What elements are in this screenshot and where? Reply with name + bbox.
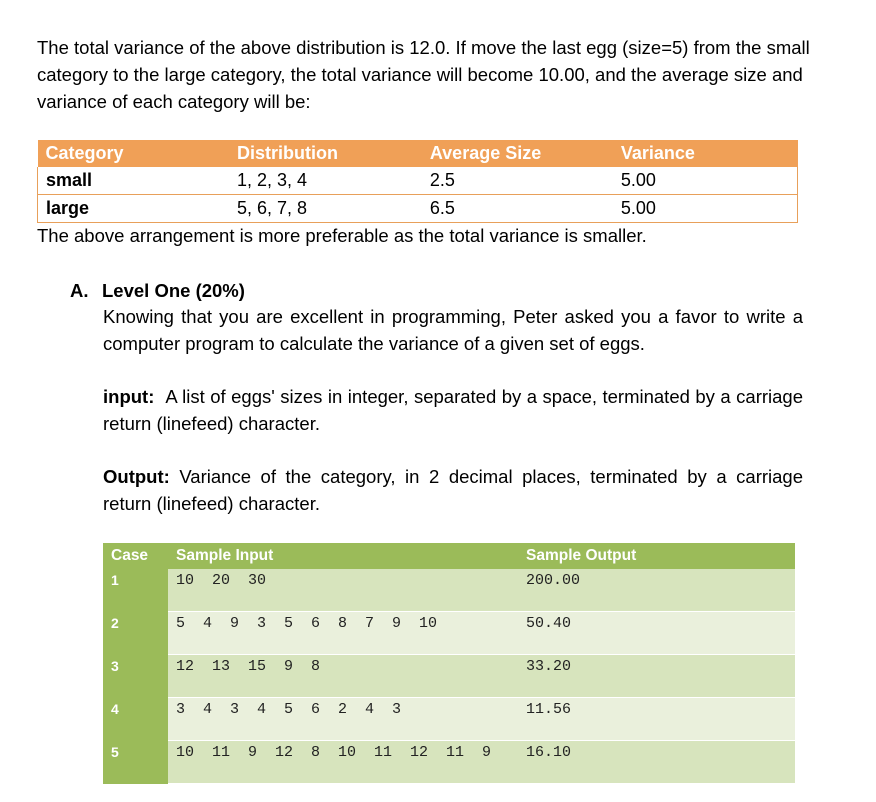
input-spec	[103, 383, 803, 437]
category-name: large	[46, 198, 90, 218]
case-number: 3	[103, 655, 168, 698]
table-row	[103, 612, 795, 655]
header-distribution: Distribution	[236, 143, 338, 163]
sample-output: 33.20	[518, 655, 795, 698]
level-title: Level One (20%)	[102, 280, 245, 301]
table-row	[38, 167, 798, 195]
input-label: input:	[103, 386, 155, 407]
sample-output: 200.00	[518, 569, 795, 612]
output-label: Output:	[103, 466, 170, 487]
case-number: 4	[103, 698, 168, 741]
header-sample-output: Sample Output	[518, 543, 795, 569]
sample-input: 3 4 3 4 5 6 2 4 3	[168, 698, 518, 741]
header-sample-input: Sample Input	[168, 543, 518, 569]
average-cell: 6.5	[429, 198, 455, 218]
sample-header-row	[103, 543, 795, 569]
header-average-size: Average Size	[429, 143, 542, 163]
distribution-cell: 5, 6, 7, 8	[236, 198, 308, 218]
category-name: small	[46, 170, 93, 190]
level-letter: A.	[70, 280, 89, 301]
output-spec	[103, 463, 803, 517]
table-row	[38, 195, 798, 223]
conclusion-note: The above arrangement is more preferable as the total variance is smaller.	[37, 225, 647, 246]
table-row	[103, 569, 795, 612]
average-cell: 2.5	[429, 170, 455, 190]
sample-input: 12 13 15 9 8	[168, 655, 518, 698]
header-category: Category	[45, 143, 124, 163]
sample-output: 16.10	[518, 741, 795, 784]
category-table	[37, 140, 798, 223]
output-text: Variance of the category, in 2 decimal places, terminated by a carriage return (linefeed) character.	[103, 466, 804, 514]
input-text: A list of eggs' sizes in integer, separated by a space, terminated by a carriage return (linefeed) character.	[103, 386, 803, 434]
sample-table	[103, 543, 795, 784]
variance-cell: 5.00	[620, 170, 656, 190]
table-row	[103, 698, 795, 741]
level-description: Knowing that you are excellent in programming, Peter asked you a favor to write a computer program to calculate the variance of a given set of eggs.	[103, 306, 803, 354]
category-header-row	[38, 140, 798, 167]
table-row	[103, 741, 795, 784]
case-number: 2	[103, 612, 168, 655]
sample-output: 50.40	[518, 612, 795, 655]
sample-input: 10 20 30	[168, 569, 518, 612]
case-number: 1	[103, 569, 168, 612]
sample-input: 10 11 9 12 8 10 11 12 11 9	[168, 741, 518, 784]
case-number: 5	[103, 741, 168, 784]
sample-output: 11.56	[518, 698, 795, 741]
table-row	[103, 655, 795, 698]
level-heading	[70, 280, 245, 302]
header-case: Case	[103, 543, 168, 569]
intro-paragraph: The total variance of the above distribution is 12.0. If move the last egg (size=5) from the small category to the large category, the total variance will become 10.00, and the average size and variance of each category will be:	[37, 37, 810, 112]
variance-cell: 5.00	[620, 198, 656, 218]
header-variance: Variance	[620, 143, 695, 163]
distribution-cell: 1, 2, 3, 4	[236, 170, 308, 190]
sample-input: 5 4 9 3 5 6 8 7 9 10	[168, 612, 518, 655]
